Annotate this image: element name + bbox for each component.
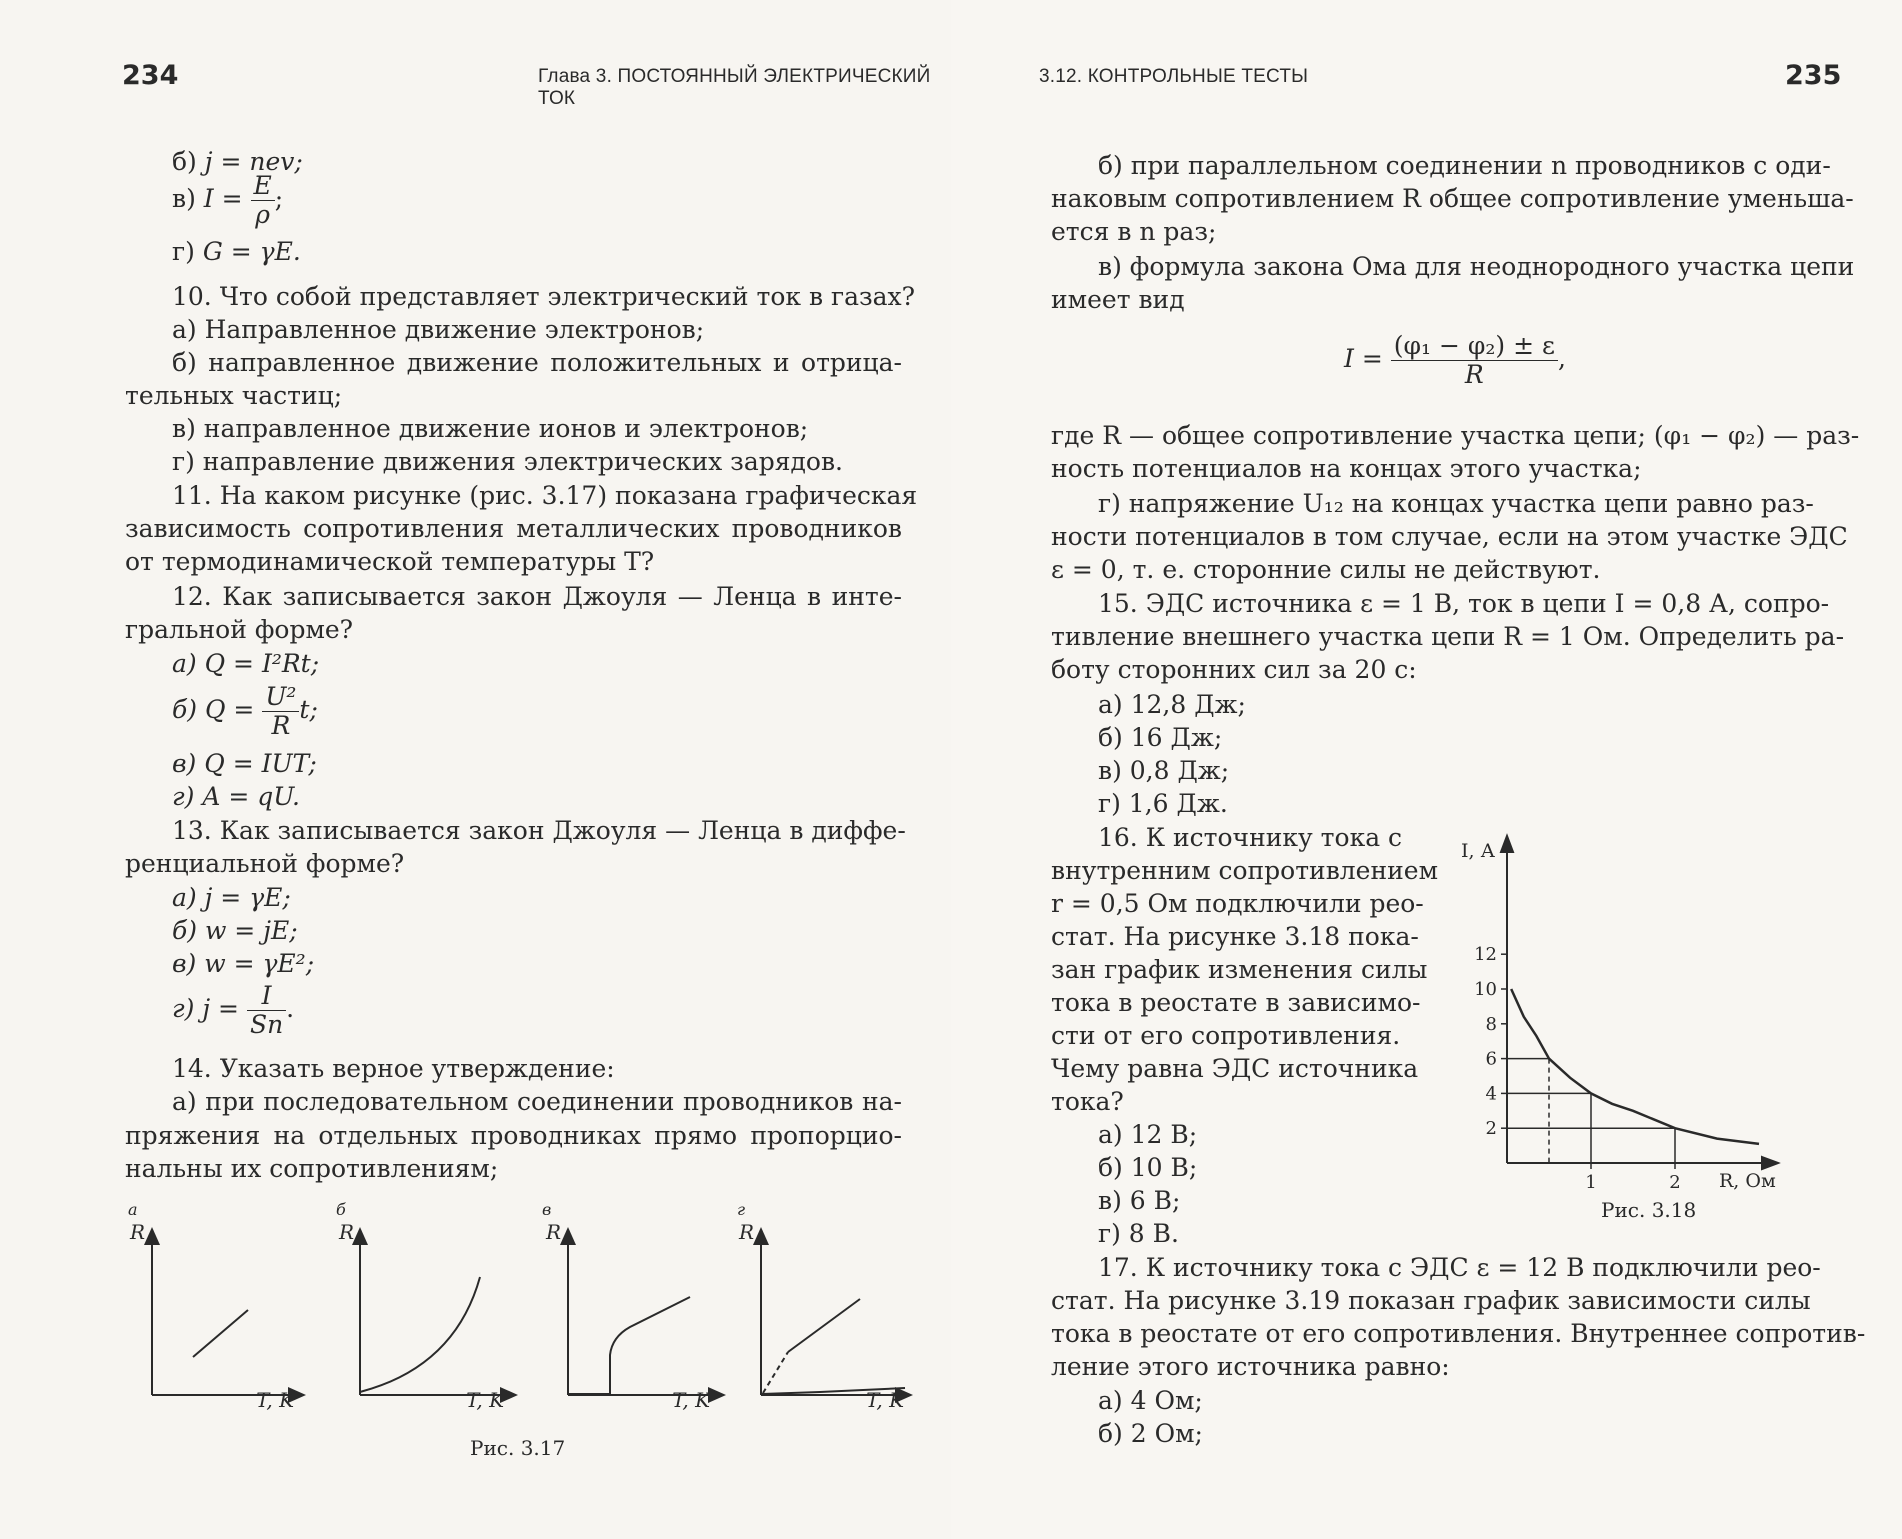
option-a: а) j = γE; xyxy=(172,883,291,912)
option-a: а) Q = I²Rt; xyxy=(172,649,320,678)
option-b: б) w = jE; xyxy=(172,916,298,945)
panel-a-axes xyxy=(152,1235,298,1395)
panel-b-curve xyxy=(360,1277,480,1392)
panel-b-ylabel: R xyxy=(339,1220,355,1244)
running-head: Глава 3. ПОСТОЯННЫЙ ЭЛЕКТРИЧЕСКИЙ ТОК xyxy=(538,66,931,109)
option-b: б) Q = $\frac{\text{U²}}{R}$ t; xyxy=(172,682,318,740)
y-tick-label: 4 xyxy=(1485,1083,1497,1105)
panel-c-axes xyxy=(568,1235,718,1395)
chart-xlabel: R, Ом xyxy=(1719,1170,1776,1192)
figure-caption: Рис. 3.17 xyxy=(470,1436,566,1460)
option-v: в) Q = IUT; xyxy=(172,749,317,778)
running-head: 3.12. КОНТРОЛЬНЫЕ ТЕСТЫ xyxy=(1039,66,1309,87)
option-v: в) I = $\frac{E}{\rho}$ ; xyxy=(172,171,284,229)
y-tick-label: 10 xyxy=(1474,979,1497,1000)
x-tick-label: 1 xyxy=(1585,1172,1597,1193)
option-g: г) 1,6 Дж. xyxy=(1098,789,1228,818)
y-tick-label: 8 xyxy=(1485,1013,1497,1035)
x-axis-arrow xyxy=(1762,1157,1778,1169)
page-number: 235 xyxy=(1785,60,1842,91)
panel-c-curve xyxy=(568,1297,690,1394)
option-a: а) 12,8 Дж; xyxy=(1098,690,1246,719)
option-a: а) Направленное движение электронов; xyxy=(172,315,705,344)
option-b: б) 16 Дж; xyxy=(1098,723,1223,752)
option-v: в) направленное движение ионов и электронов; xyxy=(172,414,809,443)
panel-a-letter: а xyxy=(128,1200,138,1219)
panel-a-ylabel: R xyxy=(130,1220,146,1244)
option-b-cont: тельных частиц; xyxy=(125,381,343,410)
x-tick-label: 2 xyxy=(1669,1172,1681,1193)
panel-d-xlabel: T, K xyxy=(866,1388,905,1412)
panel-a-xlabel: T, K xyxy=(256,1388,295,1412)
option-g: г) j = $\frac{I}{Sn}$ . xyxy=(172,981,295,1039)
panel-c-ylabel: R xyxy=(546,1220,562,1244)
panel-c-letter: в xyxy=(542,1200,552,1219)
y-tick-label: 2 xyxy=(1485,1118,1497,1140)
option-g: г) направление движения электрических зарядов. xyxy=(172,447,843,476)
option-b: б) 10 В; xyxy=(1098,1153,1198,1182)
chart-caption: Рис. 3.18 xyxy=(1601,1198,1697,1222)
question-text: 10. Что собой представляет электрический ток в газах? xyxy=(172,282,916,311)
option-a: а) 12 В; xyxy=(1098,1120,1198,1149)
panel-b-axes xyxy=(360,1235,510,1395)
option-b: б) направленное движение положительных и отрица- xyxy=(172,348,902,377)
option-g: г) A = qU. xyxy=(172,782,300,811)
option-g: г) 8 В. xyxy=(1098,1219,1179,1248)
right-page: 3.12. КОНТРОЛЬНЫЕ ТЕСТЫ 235 б) при параллельном соединении n проводников с оди- наковым сопротивлением R общее сопротивление уменьша- ется в n раз; в) формула закона Ома для неоднородного участка цепи имеет вид I = $\frac{\text{(φ₁ − φ₂) ± ε}}{R}$ , где R — общее сопротивление участка цепи; (φ₁ − φ₂) — раз- ность потенциалов на концах этого участка; г) напряжение U₁₂ на концах участка цепи равно раз- ности потенциалов в том случае, если на этом участке ЭДС ε = 0, т. е. сторонние силы не действуют. 15. ЭДС источника ε = 1 В, ток в цепи I = 0,8 А, сопро- тивление внешнего участка цепи R = 1 Ом. Определить ра- боту сторонних сил за 20 с: а) 12,8 Дж; б) 16 Дж; в) 0,8 Дж; г) 1,6 Дж. 16. К источнику тока с внутренним сопротивлением r = 0,5 Ом подключили рео- стат. На рисунке 3.18 пока- зан график изменения силы тока в реостате в зависимо- сти от его сопротивления. Чему равна ЭДС источника тока? а) 12 В; б) 10 В; в) 6 В; г) 8 В. 2 4 6 8 10 12 1 2 I, А R, Ом Рис. 3.18 17. К источнику тока с ЭДС ε = 12 В подключили рео- стат. На рисунке 3.19 показан график зависимости силы тока в реостате от его сопротивления. Внутреннее сопротив- ление этого источника равно: а) 4 Ом; б) 2 Ом; xyxy=(951,0,1902,1539)
panel-d-letter: г xyxy=(737,1200,746,1219)
panel-d-dashed xyxy=(763,1352,788,1393)
option-v: в) 6 В; xyxy=(1098,1186,1181,1215)
option-g: г) G = γE. xyxy=(172,237,301,266)
y-axis-arrow xyxy=(1501,836,1513,852)
panel-b-xlabel: T, K xyxy=(466,1388,505,1412)
panel-d-ylabel: R xyxy=(739,1220,755,1244)
option-v: в) 0,8 Дж; xyxy=(1098,756,1230,785)
chart-series-line xyxy=(1511,989,1759,1144)
left-page: 234 Глава 3. ПОСТОЯННЫЙ ЭЛЕКТРИЧЕСКИЙ ТОК б) j = nev; в) I = $\frac{E}{\rho}$ ; г) G = γE. 10. Что собой представляет электрический ток в газах? а) Направленное движение электронов; б) направленное движение положительных и отрица- тельных частиц; в) направленное движение ионов и электронов; г) направление движения электрических зарядов. 11. На каком рисунке (рис. 3.17) показана графическая зависимость сопротивления металлических проводников от термодинамической температуры T? 12. Как записывается закон Джоуля — Ленца в инте- гральной форме? а) Q = I²Rt; б) Q = $\frac{\text{U²}}{R}$ t; в) Q = IUT; г) A = qU. 13. Как записывается закон Джоуля — Ленца в диффе- ренциальной форме? а) j = γE; б) w = jE; в) w = γE²; г) j = $\frac{I}{Sn}$ . 14. Указать верное утверждение: а) при последовательном соединении проводников на- пряжения на отдельных проводниках прямо пропорцио- нальны их сопротивлениям; а R T, K б R T, K в R T, K г R T, K Рис. 3.17 xyxy=(0,0,951,1539)
fraction: $\frac{E}{\rho}$ xyxy=(251,172,275,229)
panel-d-curve xyxy=(788,1299,860,1352)
option-a: а) 4 Ом; xyxy=(1098,1386,1203,1415)
option-b: б) 2 Ом; xyxy=(1098,1419,1203,1448)
option-b: б) j = nev; xyxy=(172,147,303,176)
option-v: в) w = γE²; xyxy=(172,949,315,978)
figure-3-17 xyxy=(0,1195,951,1425)
page-number: 234 xyxy=(122,60,179,91)
ohm-law-formula: I = $\frac{\text{(φ₁ − φ₂) ± ε}}{R}$ , xyxy=(1344,331,1566,389)
y-tick-label: 12 xyxy=(1474,944,1497,966)
panel-b-letter: б xyxy=(336,1200,346,1219)
chart-ylabel: I, А xyxy=(1461,840,1495,862)
y-tick-label: 6 xyxy=(1485,1048,1497,1070)
panel-d-axes xyxy=(761,1235,905,1395)
panel-c-xlabel: T, K xyxy=(672,1388,711,1412)
panel-a-curve xyxy=(193,1310,248,1357)
